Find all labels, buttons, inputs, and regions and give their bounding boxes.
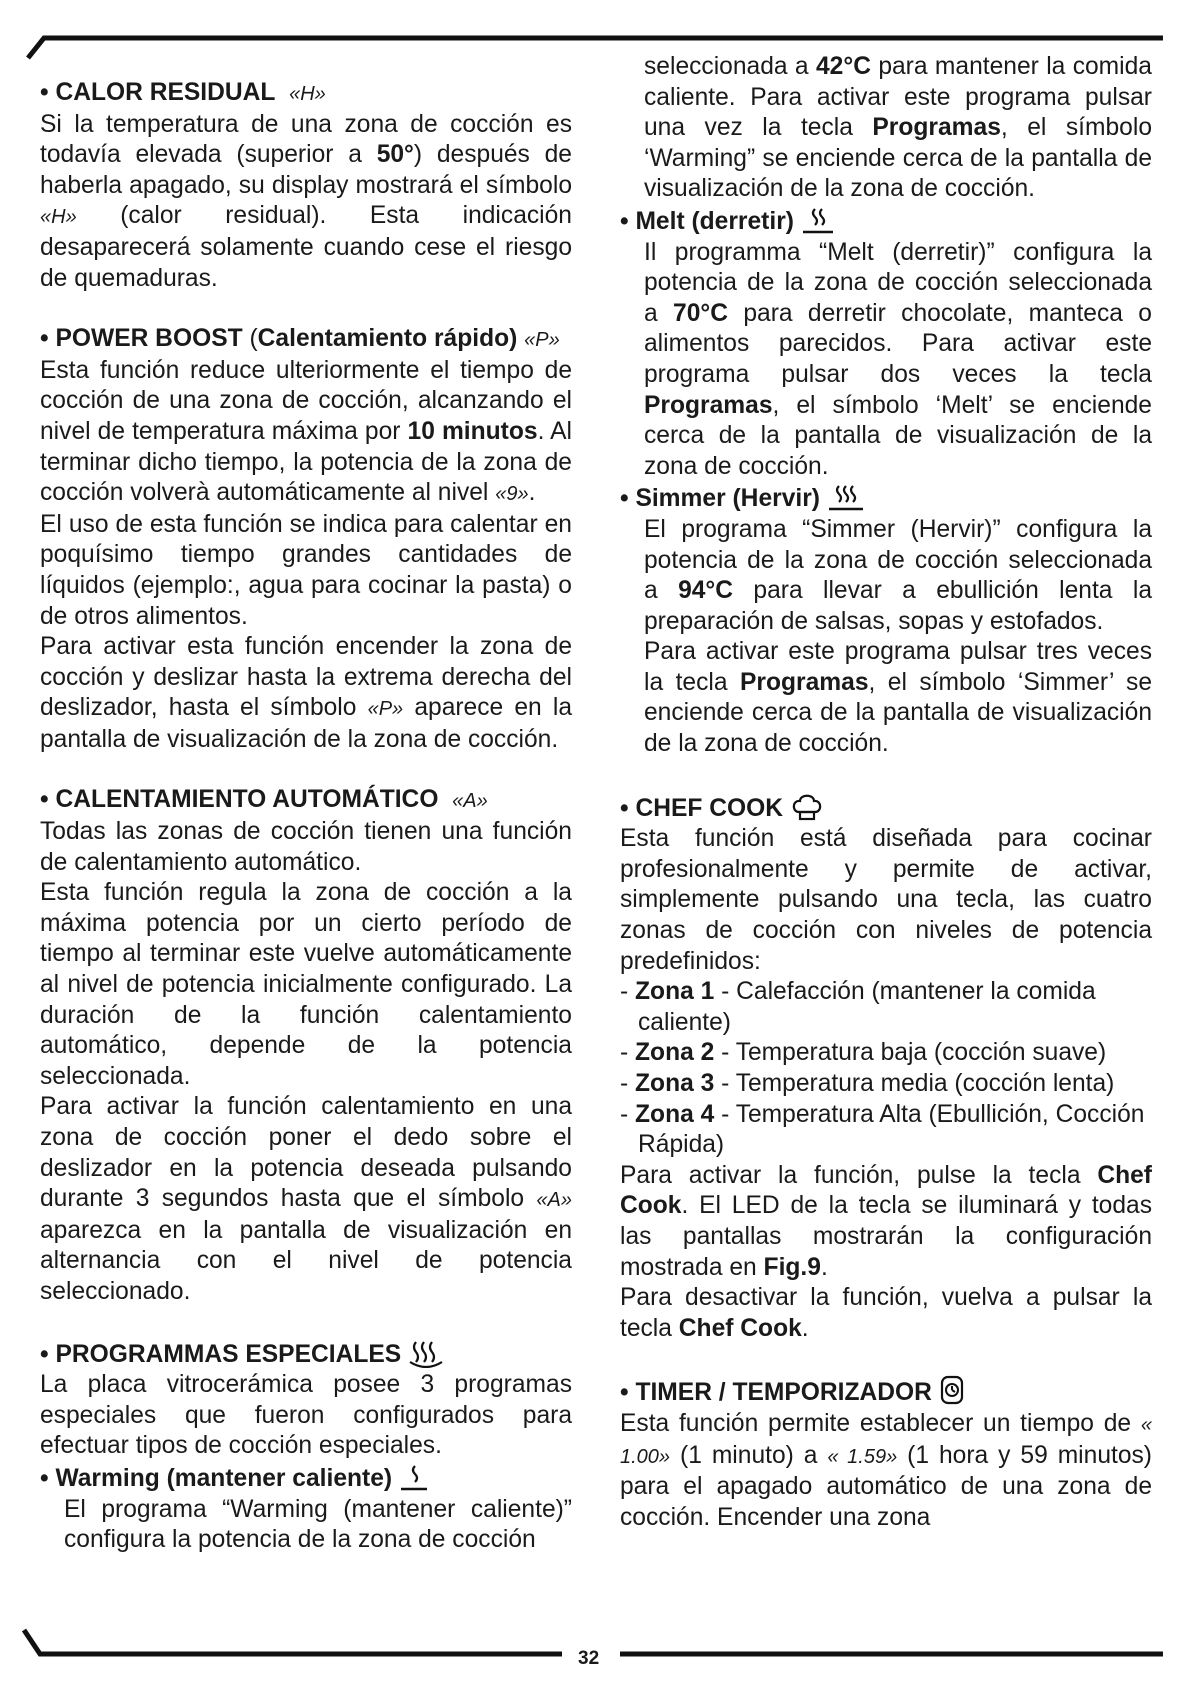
special-programs-heading: • PROGRAMMAS ESPECIALES	[40, 1338, 572, 1371]
right-column	[620, 52, 1152, 1533]
simmer-icon	[827, 482, 865, 512]
power-boost-text-2: El uso de esta función se indica para calentar en poquísimo tiempo grandes cantidades de líquidos (ejemplo:, agua para cocinar la pasta) o de otros alimentos.	[40, 510, 572, 630]
chef-hat-icon	[790, 790, 824, 822]
special-programs-text: La placa vitrocerámica posee 3 programas especiales que fueron configurados para efectuar tipos de cocción especiales.	[40, 1371, 572, 1460]
left-column	[40, 78, 572, 1556]
simmer-text-1: El programa “Simmer (Hervir)” configura la potencia de la zona de cocción seleccionada a 94°C para llevar a ebullición lenta la preparación de salsas, sopas y estofados.	[644, 515, 1152, 635]
warming-heading: • Warming (mantener caliente)	[40, 1462, 572, 1495]
melt-heading: • Melt (derretir)	[620, 205, 1152, 238]
auto-heating-heading: • CALENTAMIENTO AUTOMÁTICO «A»	[40, 786, 488, 814]
power-boost-text-3: Para activar esta función encender la zona de cocción y deslizar hasta la extrema derecha del deslizador, hasta el símbolo «P» aparece en la pantalla de visualización de la zona de cocción.	[40, 633, 573, 753]
zone-list-item: - Zona 1 - Calefacción (mantener la comida caliente)	[620, 978, 1096, 1036]
power-boost-text-1: Esta función reduce ulteriormente el tiempo de cocción de una zona de cocción, alcanzando el nivel de temperatura máxima por 10 minutos. Al terminar dicho tiempo, la potencia de la zona de cocción volverà automáticamente al nivel «9».	[40, 356, 572, 507]
warming-text-continued: seleccionada a 42°C para mantener la comida caliente. Para activar este programa pulsar una vez la tecla Programas, el símbolo ‘Warming” se enciende cerca de la pantalla de visualización de la zona de cocción.	[644, 53, 1152, 203]
simmer-heading: • Simmer (Hervir)	[620, 482, 1152, 515]
melt-text: Il programma “Melt (derretir)” configura la potencia de la zona de cocción seleccionada a 70°C para derretir chocolate, manteca o alimentos parecidos. Para activar este programa pulsar dos veces la tecla Programas, el símbolo ‘Melt’ se enciende cerca de la pantalla de visualización de la zona de cocción.	[644, 238, 1152, 480]
page-number: 32	[578, 1648, 600, 1669]
calor-residual-heading: • CALOR RESIDUAL «H»	[40, 79, 326, 106]
chef-cook-zone-list	[620, 977, 1152, 1161]
chef-cook-text-1: Esta función está diseñada para cocinar profesionalmente y permite de activar, simplemente pulsando una tecla, las cuatro zonas de cocción con niveles de potencia predefinidos:	[620, 825, 1152, 975]
auto-heating-text-1: Todas las zonas de cocción tienen una función de calentamiento automático.	[40, 818, 572, 876]
auto-heating-text-2: Esta función regula la zona de cocción a la máxima potencia por un cierto período de tiempo al terminar este vuelve automáticamente al nivel de potencia inicialmente configurado. La duración de la función calentamiento automático, depende de la potencia seleccionada.	[40, 879, 572, 1090]
zone-list-item: - Zona 4 - Temperatura Alta (Ebullición, Cocción Rápida)	[620, 1100, 1145, 1159]
chef-cook-heading: • CHEF COOK	[620, 790, 1152, 825]
warming-text: El programa “Warming (mantener caliente)” configura la potencia de la zona de cocción	[64, 1495, 572, 1554]
warming-icon	[399, 1462, 429, 1492]
auto-heating-text-3: Para activar la función calentamiento en una zona de cocción poner el dedo sobre el deslizador en la potencia deseada pulsando durante 3 segundos hasta que el símbolo «A» aparezca en la pantalla de visualización en alternancia con el nivel de potencia seleccionado.	[40, 1093, 572, 1305]
timer-icon	[939, 1374, 965, 1406]
simmer-text-2: Para activar este programa pulsar tres veces la tecla Programas, el símbolo ‘Simmer’ se enciende cerca de la pantalla de visualización de la zona de cocción.	[644, 638, 1152, 758]
zone-list-item: - Zona 2 - Temperatura baja (cocción suave)	[620, 1039, 1107, 1067]
timer-text: Esta función permite establecer un tiempo de « 1.00» (1 minuto) a « 1.59» (1 hora y 59 minutos) para el apagado automático de una zona de cocción. Encender una zona	[620, 1409, 1152, 1531]
zone-list-item: - Zona 3 - Temperatura media (cocción lenta)	[620, 1070, 1115, 1097]
chef-cook-text-3: Para desactivar la función, vuelva a pulsar la tecla Chef Cook.	[620, 1284, 1152, 1342]
steam-waves-icon	[408, 1338, 444, 1368]
melt-icon	[801, 205, 835, 235]
timer-heading: • TIMER / TEMPORIZADOR	[620, 1374, 1152, 1409]
bottom-frame-line-left	[24, 1630, 562, 1654]
power-boost-heading: • POWER BOOST (Calentamiento rápido) «P»	[40, 325, 560, 353]
chef-cook-text-2: Para activar la función, pulse la tecla Chef Cook. El LED de la tecla se iluminará y todas las pantallas mostrarán la configuración mostrada en Fig.9.	[620, 1161, 1152, 1281]
calor-residual-text: Si la temperatura de una zona de cocción es todavía elevada (superior a 50°) después de haberla apagado, su display mostrará el símbolo «H» (calor residual). Esta indicación desaparecerá solamente cuando cese el riesgo de quemaduras.	[40, 110, 572, 292]
